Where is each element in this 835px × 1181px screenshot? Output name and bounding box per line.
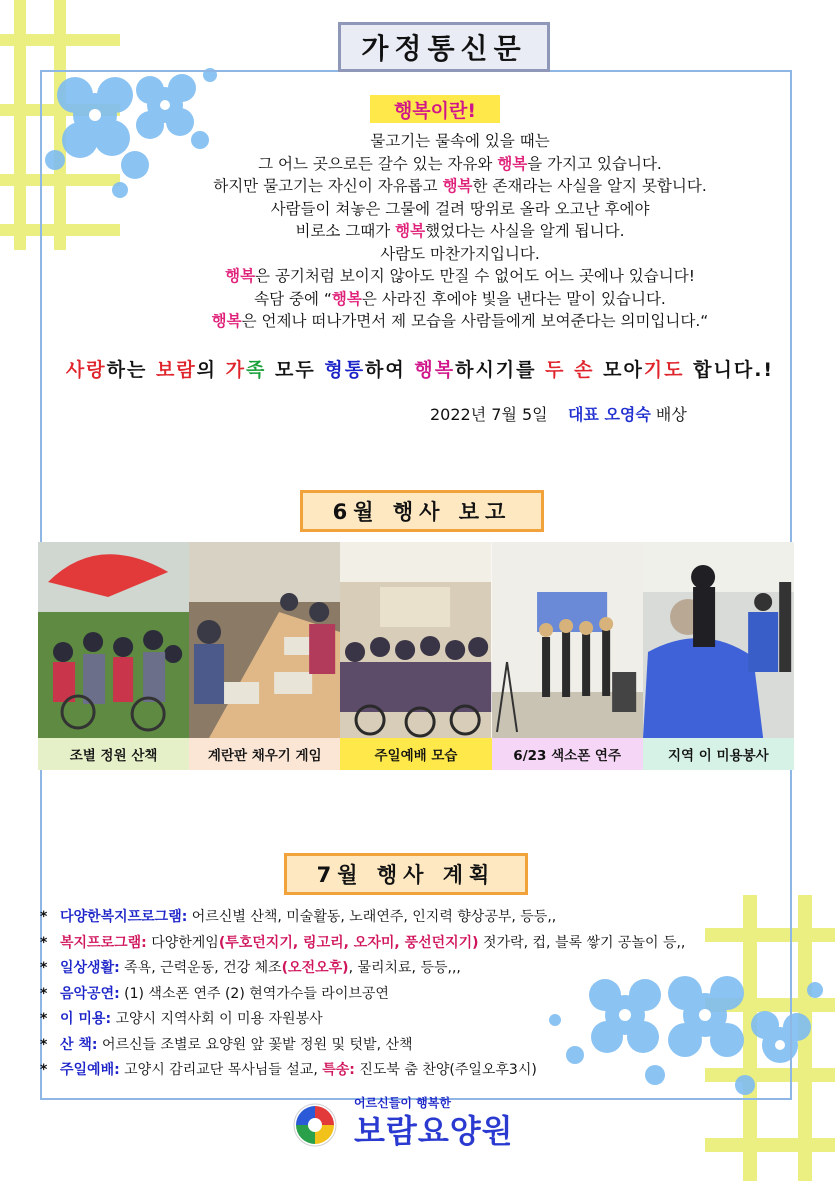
plan-item [40, 982, 800, 1008]
wish-segment: 사 [65, 359, 87, 381]
photo-caption: 6/23 색소폰 연주 [492, 738, 643, 770]
wish-segment [565, 359, 574, 381]
plan-item-label: 다양한복지프로그램: [60, 909, 188, 925]
signature [430, 402, 790, 425]
poem-text: 했었다는 사실을 알게 됩니다. [425, 222, 625, 240]
wish-segment: 도 [664, 359, 685, 381]
highlight-word: 행복 [225, 267, 256, 285]
wish-segment: 합니다.! [684, 359, 775, 381]
photo-card-egg-tray-game [189, 542, 340, 770]
plan-item [40, 1033, 800, 1059]
plan-item [40, 1058, 800, 1084]
poem-line [140, 220, 780, 243]
plan-item-text: 고양시 감리교단 목사님들 설교, [119, 1062, 323, 1078]
letter-date: 2022년 7월 5일 [430, 405, 548, 424]
poem-line [140, 153, 780, 176]
poem-text: 은 사라진 후에야 빛을 낸다는 말이 있습니다. [361, 289, 666, 308]
egg-tray-game-photo [189, 542, 340, 738]
plan-item-text: , 물리치료, 등등,,, [348, 960, 461, 976]
poem-text: 사람도 마찬가지입니다. [380, 244, 540, 263]
plan-item-emphasis: 특송: [322, 1062, 355, 1078]
wish-segment: 복 [434, 359, 456, 381]
bullet-star-icon: * [40, 1011, 48, 1027]
wish-segment: 랑 [86, 359, 107, 381]
haircut-volunteer-photo [643, 542, 794, 738]
plan-item-text: (1) 색소폰 연주 (2) 현역가수들 라이브공연 [119, 985, 389, 1002]
poem-text: 속담 중에 “ [254, 289, 332, 308]
plan-item-emphasis: (투호던지기, 링고리, 오자미, 풍선던지기) [218, 934, 479, 951]
poem-line [140, 288, 780, 311]
photo-card-saxophone-concert [492, 542, 643, 770]
wish-segment: 하여 [365, 359, 415, 381]
plan-item-text: 어르신별 산책, 미술활동, 노래연주, 인지력 향상공부, 등등,, [187, 909, 557, 925]
poem-line [140, 198, 780, 221]
poem-text: 비로소 그때가 [295, 222, 396, 240]
plan-item [40, 1007, 800, 1033]
june-photo-strip [38, 542, 794, 770]
garden-walk-photo [38, 542, 189, 738]
logo-emblem-icon [292, 1102, 338, 1148]
wish-segment: 람 [176, 359, 197, 381]
wish-segment: 의 [196, 359, 226, 381]
july-plan-list [40, 905, 800, 1084]
photo-caption: 계란판 채우기 게임 [189, 738, 340, 770]
highlight-word: 행복 [395, 222, 426, 240]
page-title: 가정통신문 [338, 22, 550, 72]
poem-line [140, 243, 780, 266]
wish-segment: 기 [643, 359, 665, 381]
photo-caption: 조별 정원 산책 [38, 738, 189, 770]
photo-card-haircut-volunteer [643, 542, 794, 770]
poem-line [140, 130, 780, 153]
poem-text: 하지만 물고기는 자신이 자유롭고 [213, 177, 443, 195]
wish-segment: 손 [574, 359, 595, 381]
bullet-star-icon: * [40, 960, 48, 976]
plan-item [40, 905, 800, 931]
wish-segment: 모아 [594, 359, 644, 381]
plan-item-label: 이 미용: [60, 1011, 112, 1027]
bullet-star-icon: * [40, 985, 48, 1002]
wish-segment: 두 [545, 359, 566, 381]
closing-word: 배상 [655, 405, 687, 424]
happiness-heading: 행복이란! [370, 95, 500, 123]
wish-segment: 족 [246, 359, 267, 381]
wish-segment: 하시기를 [455, 359, 546, 381]
poem-text: 한 존재라는 사실을 알지 못합니다. [472, 177, 707, 195]
photo-card-sunday-service [340, 542, 491, 770]
poem-text: 은 언제나 떠나가면서 제 모습을 사람들에게 보여준다는 의미입니다.“ [241, 312, 709, 330]
wish-segment: 통 [344, 359, 366, 381]
logo-tagline: 어르신들이 행복한 [354, 1096, 451, 1110]
highlight-word: 행복 [211, 312, 242, 330]
plan-item-text: 족욕, 근력운동, 건강 체조 [119, 960, 282, 976]
plan-item-text: 다양한게임 [146, 934, 219, 951]
poem-line [140, 175, 780, 198]
logo-name: 보람요양원 [354, 1112, 514, 1150]
representative-name: 대표 오영숙 [567, 405, 651, 424]
poem-text: 은 공기처럼 보이지 않아도 만질 수 없어도 어느 곳에나 있습니다! [255, 267, 695, 285]
plan-item-text: 진도북 춤 찬양(주일오후3시) [354, 1062, 537, 1078]
photo-caption: 주일예배 모습 [340, 738, 491, 770]
plan-item [40, 956, 800, 982]
plan-item-emphasis: (오전오후) [281, 960, 349, 976]
wish-segment: 가 [225, 359, 247, 381]
june-report-heading: 6월 행사 보고 [300, 490, 544, 532]
plan-item-text: 젓가락, 컵, 블록 쌓기 공놀이 등,, [478, 934, 686, 951]
poem-text: 물고기는 물속에 있을 때는 [370, 132, 550, 150]
wish-segment: 보 [155, 359, 177, 381]
bullet-star-icon: * [40, 1062, 48, 1078]
plan-item-label: 음악공연: [60, 985, 120, 1002]
family-wish-line [60, 355, 780, 382]
happiness-poem [140, 130, 780, 333]
plan-item-label: 일상생활: [60, 960, 120, 976]
bullet-star-icon: * [40, 1036, 48, 1053]
plan-item [40, 931, 800, 957]
highlight-word: 행복 [331, 289, 362, 308]
footer-logo [292, 1094, 552, 1150]
plan-item-label: 산 책: [60, 1036, 98, 1053]
poem-text: 그 어느 곳으로든 갈수 있는 자유와 [258, 154, 498, 173]
saxophone-concert-photo [492, 542, 643, 738]
poem-line [140, 265, 780, 288]
poem-text: 사람들이 쳐놓은 그물에 걸려 땅위로 올라 오고난 후에야 [270, 199, 650, 218]
plan-item-label: 주일예배: [60, 1062, 120, 1078]
wish-segment: 형 [324, 359, 345, 381]
bullet-star-icon: * [40, 934, 48, 951]
wish-segment: 행 [414, 359, 435, 381]
bullet-star-icon: * [40, 909, 48, 925]
photo-caption: 지역 이 미용봉사 [643, 738, 794, 770]
plan-item-text: 어르신들 조별로 요양원 앞 꽃밭 정원 및 텃밭, 산책 [97, 1036, 413, 1053]
plan-item-text: 고양시 지역사회 이 미용 자원봉사 [111, 1011, 323, 1027]
wish-segment: 하는 [106, 359, 156, 381]
july-plan-heading: 7월 행사 계획 [284, 853, 528, 895]
sunday-service-photo [340, 542, 491, 738]
plan-item-emphasis: 복지프로그램: [60, 934, 147, 951]
wish-segment: 모두 [266, 359, 325, 381]
poem-text: 을 가지고 있습니다. [527, 154, 662, 173]
photo-card-garden-walk [38, 542, 189, 770]
poem-line [140, 310, 780, 333]
highlight-word: 행복 [442, 177, 473, 195]
highlight-word: 행복 [497, 154, 528, 173]
